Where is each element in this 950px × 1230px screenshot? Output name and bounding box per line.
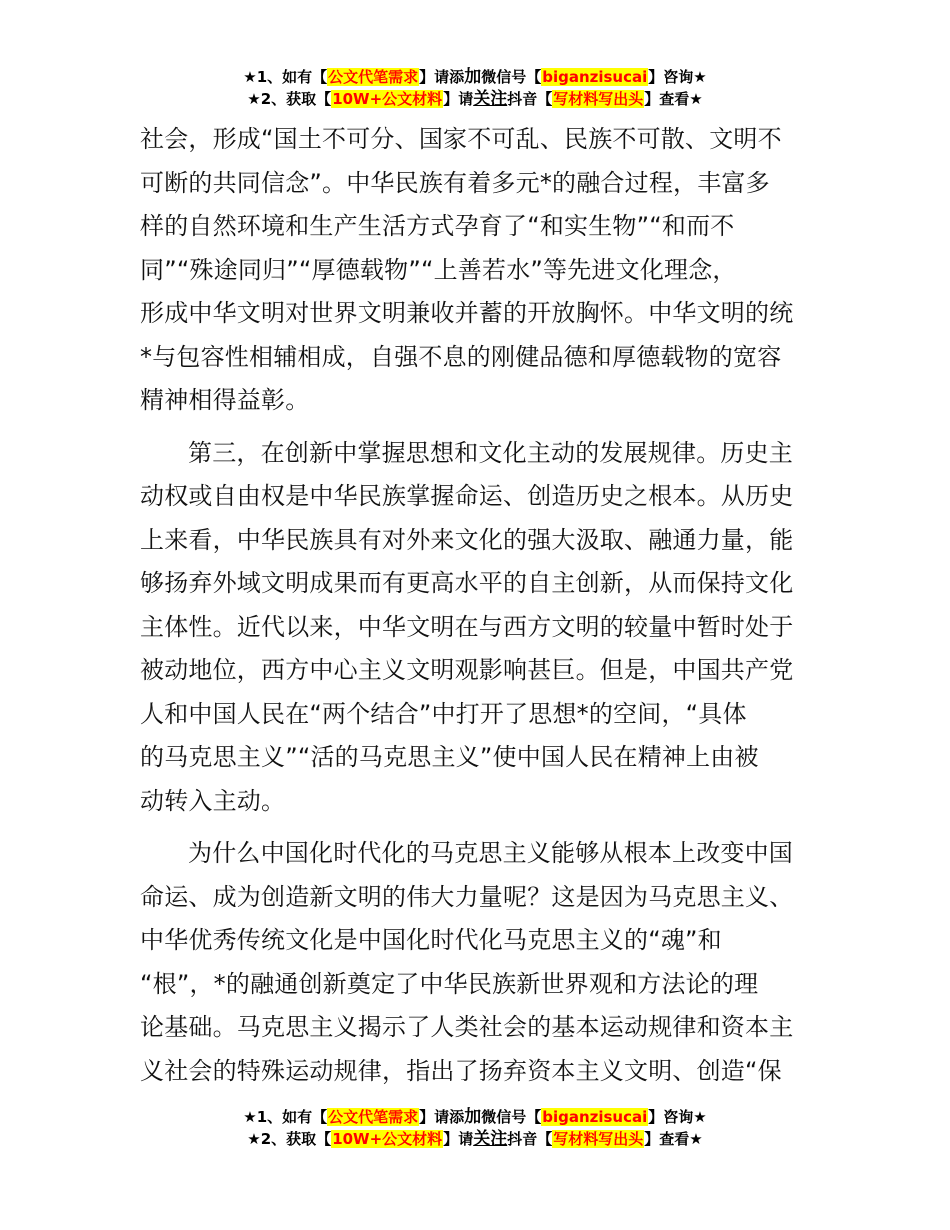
banner-text: 抖音【 bbox=[507, 1130, 553, 1148]
banner-text: ★2、获取【 bbox=[247, 1130, 332, 1148]
banner-line-2 bbox=[0, 1128, 950, 1150]
text-line: 被动地位，西方中心主义文明观影响甚巨。但是，中国共产党 bbox=[140, 656, 794, 684]
banner-line-1 bbox=[0, 1106, 950, 1128]
banner-text: 】请添 bbox=[419, 1108, 465, 1126]
banner-text: ★1、如有【 bbox=[243, 68, 328, 86]
text-line: “根”，*的融通创新奠定了中华民族新世界观和方法论的理 bbox=[140, 969, 759, 998]
banner-text: 】请 bbox=[443, 90, 474, 108]
banner-text: 】请添 bbox=[419, 68, 465, 86]
paragraph-2 bbox=[140, 432, 812, 824]
text-line: 同”“殊途同归”“厚德载物”“上善若水”等先进文化理念， bbox=[140, 255, 737, 284]
text-line: 社会，形成“国土不可分、国家不可乱、民族不可散、文明不 bbox=[140, 125, 782, 153]
text-line: 论基础。马克思主义揭示了人类社会的基本运动规律和资本主 bbox=[140, 1013, 794, 1041]
text-line: 第三，在创新中掌握思想和文化主动的发展规律。历史主 bbox=[188, 438, 793, 467]
text-line: 形成中华文明对世界文明兼收并蓄的开放胸怀。中华文明的统 bbox=[140, 299, 794, 327]
footer-banner bbox=[0, 1106, 950, 1150]
banner-highlight: 写材料写出头 bbox=[553, 1130, 644, 1148]
banner-text: 抖音【 bbox=[507, 90, 553, 108]
text-line: 主体性。近代以来，中华文明在与西方文明的较量中暂时处于 bbox=[140, 612, 794, 641]
paragraph-3 bbox=[140, 832, 812, 1093]
text-line: 动权或自由权是中华民族掌握命运、创造历史之根本。从历史 bbox=[140, 482, 794, 510]
text-line: *与包容性相辅相成，自强不息的刚健品德和厚德载物的宽容 bbox=[140, 342, 782, 371]
banner-text: 微信号【 bbox=[481, 68, 542, 86]
banner-text: 】咨询★ bbox=[648, 1108, 707, 1126]
text-line: 样的自然环境和生产生活方式孕育了“和实生物”“和而不 bbox=[140, 212, 735, 240]
banner-highlight: 写材料写出头 bbox=[553, 90, 644, 108]
banner-text: 】请 bbox=[443, 1130, 474, 1148]
banner-text: ★2、获取【 bbox=[247, 90, 332, 108]
banner-text: 微信号【 bbox=[481, 1108, 542, 1126]
text-line: 上来看，中华民族具有对外来文化的强大汲取、融通力量，能 bbox=[140, 525, 794, 554]
text-line: 义社会的特殊运动规律，指出了扬弃资本主义文明、创造“保 bbox=[140, 1056, 782, 1085]
text-line: 人和中国人民在“两个结合”中打开了思想*的空间，“具体 bbox=[140, 699, 747, 728]
banner-highlight: 公文代笔需求 bbox=[328, 68, 419, 86]
banner-highlight: 公文代笔需求 bbox=[328, 1108, 419, 1126]
text-line: 的马克思主义”“活的马克思主义”使中国人民在精神上由被 bbox=[140, 743, 759, 771]
text-line: 命运、成为创造新文明的伟大力量呢？这是因为马克思主义、 bbox=[140, 882, 794, 911]
banner-highlight: biganzisucai bbox=[542, 1108, 648, 1126]
banner-text: 】查看★ bbox=[644, 90, 703, 108]
banner-text: 加 bbox=[464, 1107, 482, 1127]
banner-text: ★1、如有【 bbox=[243, 1108, 328, 1126]
text-line: 可断的共同信念”。中华民族有着多元*的融合过程，丰富多 bbox=[140, 168, 770, 197]
paragraph-gap bbox=[140, 823, 812, 832]
paragraph-1 bbox=[140, 118, 812, 423]
banner-text: 关注 bbox=[473, 1129, 508, 1149]
banner-text: 关注 bbox=[473, 89, 508, 109]
text-line: 够扬弃外域文明成果而有更高水平的自主创新，从而保持文化 bbox=[140, 569, 794, 597]
banner-text: 加 bbox=[464, 67, 482, 87]
banner-highlight: biganzisucai bbox=[542, 68, 648, 86]
banner-highlight: 10W+公文材料 bbox=[332, 90, 443, 108]
text-line: 精神相得益彰。 bbox=[140, 386, 310, 414]
header-banner bbox=[0, 66, 950, 110]
banner-line-2 bbox=[0, 88, 950, 110]
text-line: 中华优秀传统文化是中国化时代化马克思主义的“魂”和 bbox=[140, 926, 722, 954]
banner-highlight: 10W+公文材料 bbox=[332, 1130, 443, 1148]
banner-line-1 bbox=[0, 66, 950, 88]
text-line: 动转入主动。 bbox=[140, 786, 286, 815]
document-body bbox=[140, 118, 812, 1093]
paragraph-gap bbox=[140, 423, 812, 432]
text-line: 为什么中国化时代化的马克思主义能够从根本上改变中国 bbox=[188, 839, 793, 867]
banner-text: 】查看★ bbox=[644, 1130, 703, 1148]
banner-text: 】咨询★ bbox=[648, 68, 707, 86]
